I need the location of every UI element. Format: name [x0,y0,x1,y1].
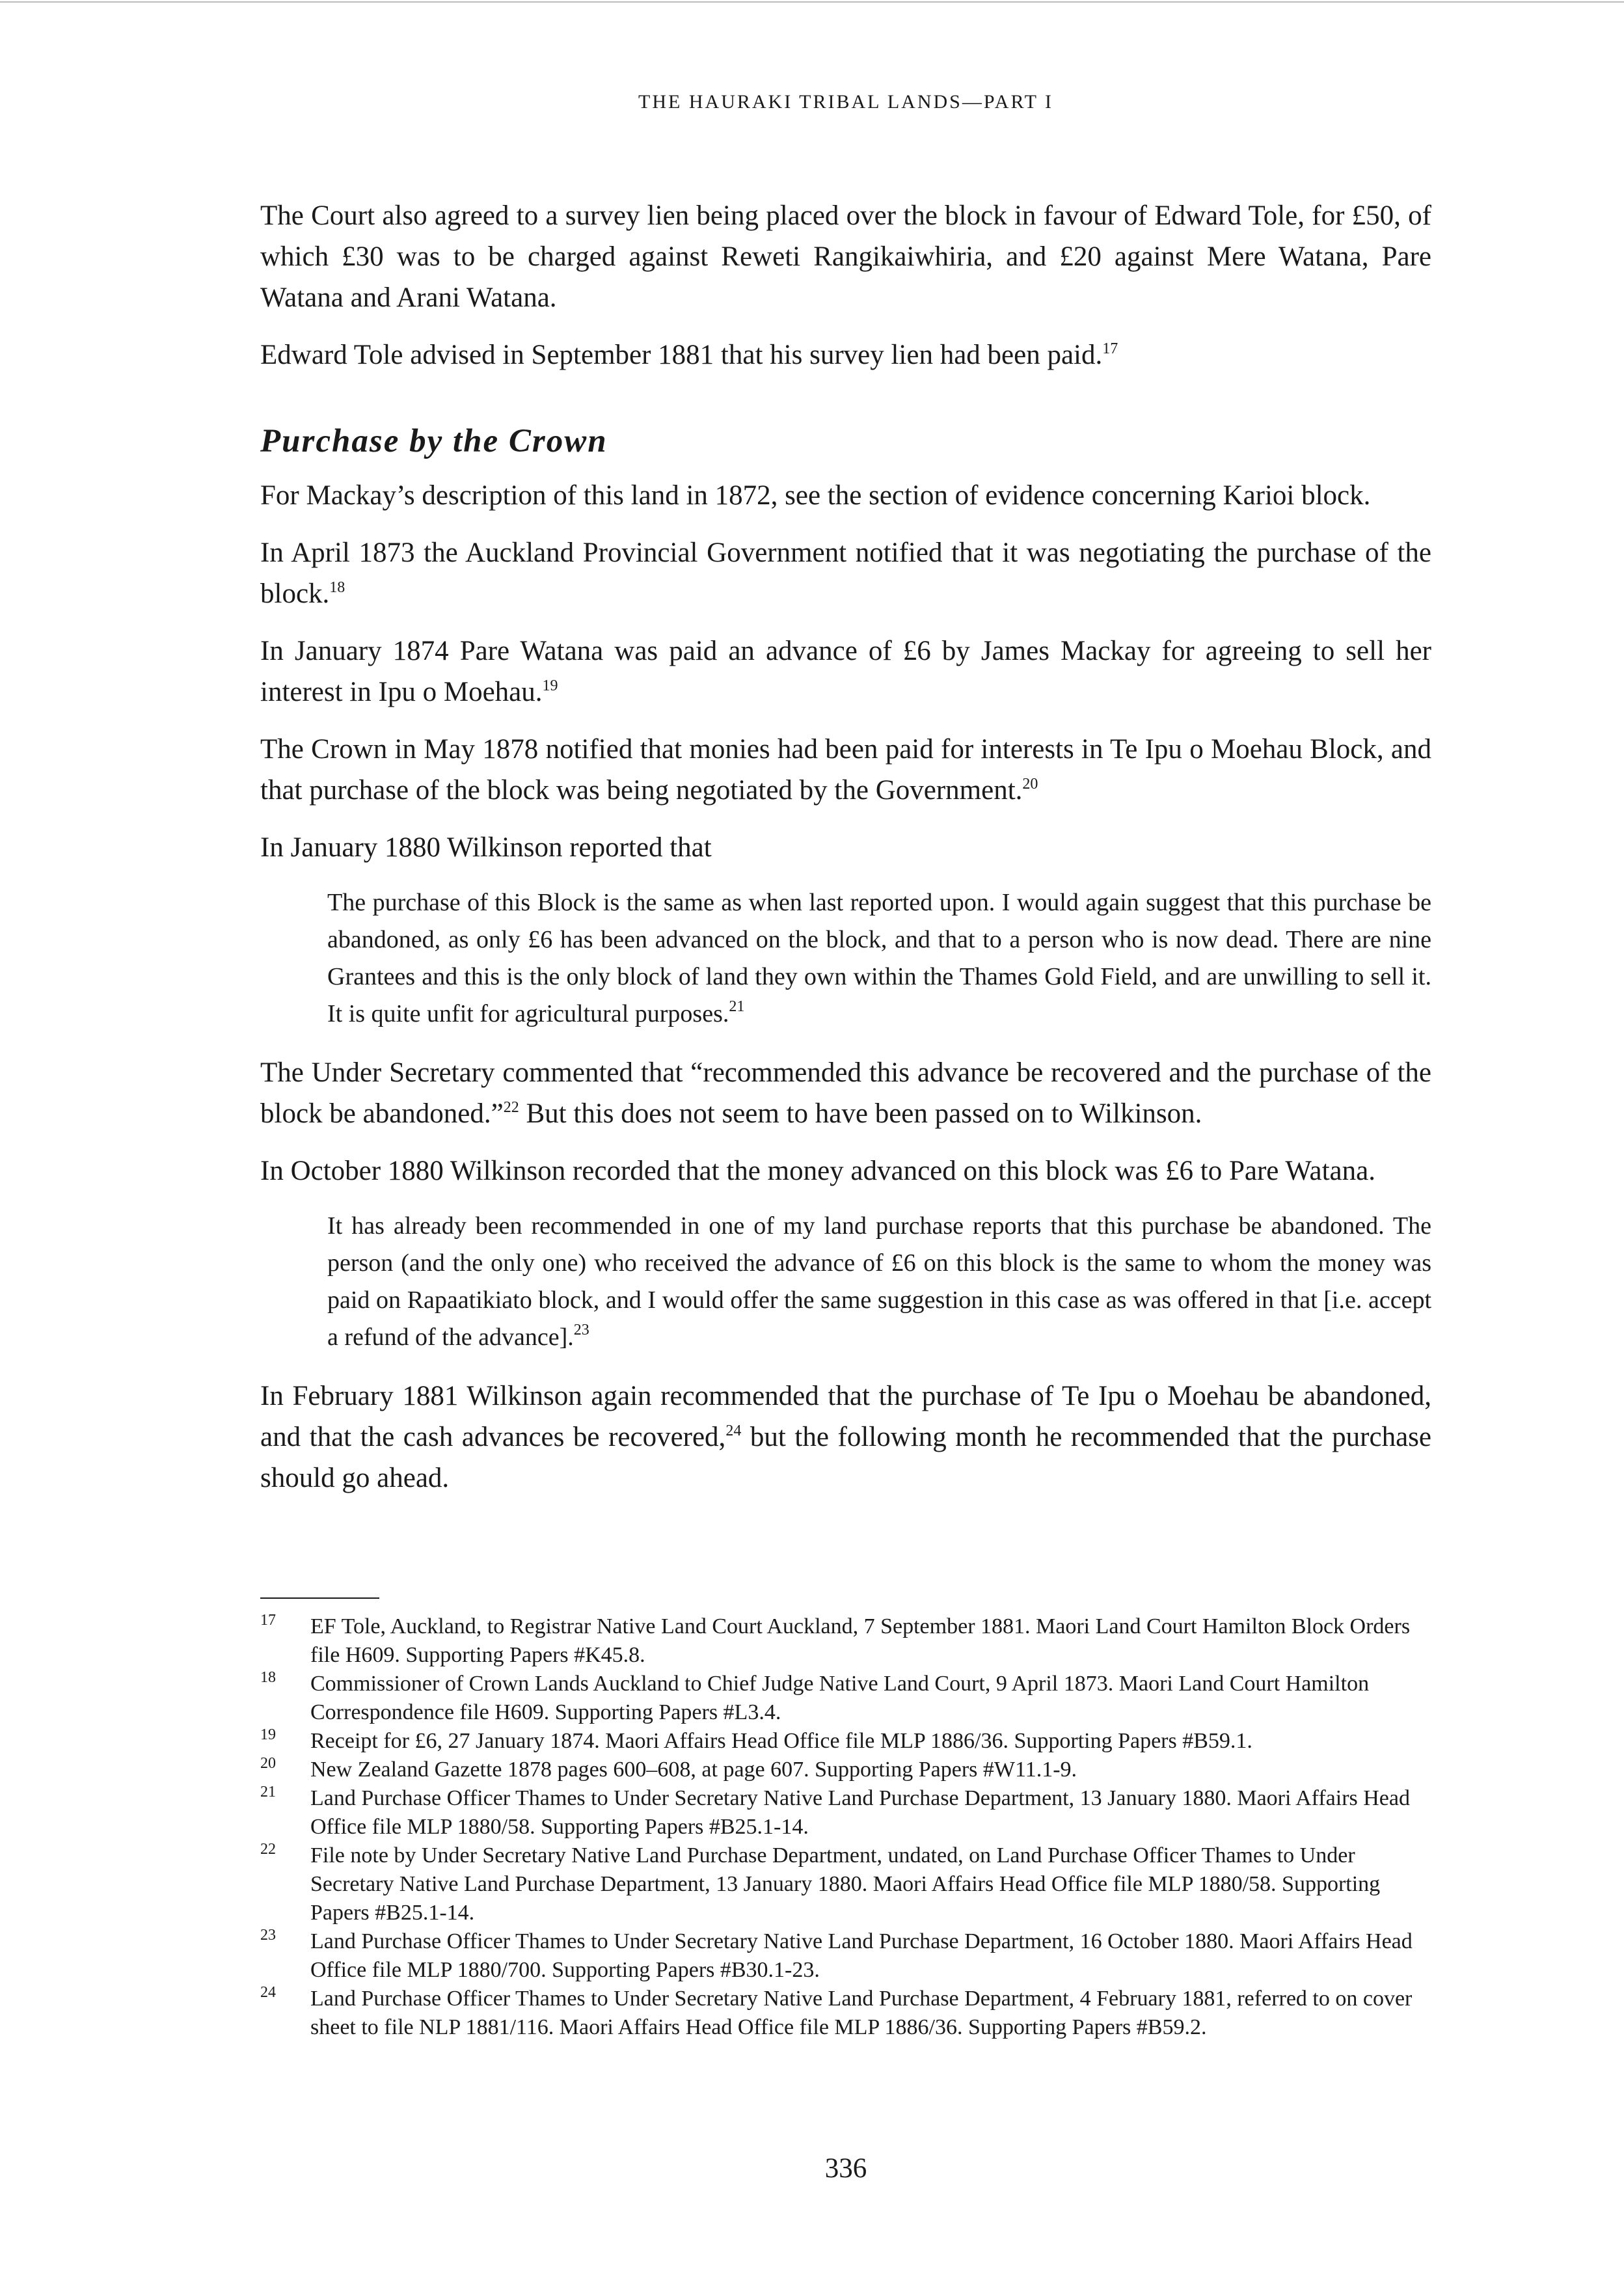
paragraph-text: but the following month he recommended that the purchase should go ahead. [260,1422,1431,1493]
footnote-number: 18 [260,1669,276,1686]
paragraph-mackay [260,475,1431,516]
running-head: THE HAURAKI TRIBAL LANDS—PART I [638,91,1053,113]
footnote-number: 17 [260,1612,276,1629]
footnote [260,1927,1431,1985]
block-quote [327,884,1431,1033]
footnote-text: EF Tole, Auckland, to Registrar Native Land Court Auckland, 7 September 1881. Maori Land Court Hamilton Block Orders file H609. Supporting Papers #K45.8. [310,1614,1411,1667]
paragraph-text: In April 1873 the Auckland Provincial Government notified that it was negotiating the purchase of the block. [260,537,1431,609]
footnote-ref: 19 [542,677,558,694]
paragraph-text: In October 1880 Wilkinson recorded that the money advanced on this block was £6 to Pare Watana. [260,1156,1375,1186]
paragraph-text: The Court also agreed to a survey lien being placed over the block in favour of Edward Tole, for £50, of which £30 was to be charged against Reweti Rangikaiwhiria, and £20 against Mere Watana, Pare Watana and Arani Watana. [260,200,1431,313]
paragraph-text: In February 1881 Wilkinson again recommended that the purchase of Te Ipu o Moehau be abandoned, and that the cash advances be recovered, [260,1381,1431,1452]
footnote-text: Land Purchase Officer Thames to Under Secretary Native Land Purchase Department, 13 January 1880. Maori Affairs Head Office file MLP 1880/58. Supporting Papers #B25.1-14. [310,1786,1410,1839]
paragraph-text: The Under Secretary commented that “recommended this advance be recovered and the purchase of the block be abandoned.” [260,1057,1431,1129]
paragraph-january-1874 [260,631,1431,713]
paragraph-october-1880 [260,1150,1431,1191]
block-quote [327,1208,1431,1356]
quote-text: It has already been recommended in one of my land purchase reports that this purchase be abandoned. The person (and the only one) who received the advance of £6 on this block is the same to whom the money was paid on Rapaatikiato block, and I would offer the same suggestion in this case as was offered in that [i.e. accept a refund of the advance]. [327,1212,1431,1351]
paragraph-february-1881 [260,1376,1431,1499]
section-heading: Purchase by the Crown [260,423,608,459]
paragraph-april-1873 [260,532,1431,614]
paragraph-text: The Crown in May 1878 notified that monies had been paid for interests in Te Ipu o Moehau Block, and that purchase of the block was being negotiated by the Government. [260,734,1431,806]
page-number: 336 [824,2153,867,2184]
paragraph-lien-paid [260,334,1431,375]
footnote-text: New Zealand Gazette 1878 pages 600–608, at page 607. Supporting Papers #W11.1-9. [310,1758,1077,1782]
footnote-ref: 17 [1102,340,1118,357]
footnote [260,1670,1431,1727]
footnote-number: 24 [260,1984,276,2001]
quote-text: The purchase of this Block is the same as when last reported upon. I would again suggest that this purchase be abandoned, as only £6 has been advanced on the block, and that to a person who is now dead. There are nine Grantees and this is the only block of land they own within the Thames Gold Field, and are unwilling to sell it. It is quite unfit for agricultural purposes. [327,889,1431,1027]
footnote-number: 20 [260,1755,276,1772]
footnote [260,1727,1431,1756]
footnote-text: Land Purchase Officer Thames to Under Secretary Native Land Purchase Department, 16 October 1880. Maori Affairs Head Office file MLP 1880/700. Supporting Papers #B30.1-23. [310,1929,1413,1982]
top-border [0,1,1624,3]
body-text [260,195,1431,1515]
footnote-text: Land Purchase Officer Thames to Under Secretary Native Land Purchase Department, 4 February 1881, referred to on cover sheet to file NLP 1881/116. Maori Affairs Head Office file MLP 1886/36. Supporting Papers #B59.2. [310,1987,1413,2039]
paragraph-may-1878 [260,729,1431,811]
footnote [260,1841,1431,1927]
paragraph-text: Edward Tole advised in September 1881 that his survey lien had been paid. [260,340,1103,370]
footnote [260,1985,1431,2042]
footnote-ref: 23 [573,1322,589,1338]
footnote-divider [260,1597,379,1599]
footnote-text: Receipt for £6, 27 January 1874. Maori Affairs Head Office file MLP 1886/36. Supporting Papers #B59.1. [310,1729,1252,1753]
footnote [260,1756,1431,1784]
footnote-number: 23 [260,1927,276,1944]
footnote-text: Commissioner of Crown Lands Auckland to Chief Judge Native Land Court, 9 April 1873. Maori Land Court Hamilton Correspondence file H609. Supporting Papers #L3.4. [310,1672,1370,1724]
footnote-ref: 20 [1022,776,1038,793]
footnote-number: 19 [260,1726,276,1743]
footnote-ref: 21 [729,998,745,1015]
footnote [260,1784,1431,1841]
paragraph-january-1880 [260,827,1431,868]
footnote-ref: 22 [503,1099,519,1116]
paragraph-text: In January 1874 Pare Watana was paid an advance of £6 by James Mackay for agreeing to sell her interest in Ipu o Moehau. [260,636,1431,707]
footnote-ref: 24 [725,1422,742,1439]
paragraph-survey-lien [260,195,1431,318]
footnote-number: 22 [260,1841,276,1858]
footnote-ref: 18 [329,579,345,596]
footnote-text: File note by Under Secretary Native Land Purchase Department, undated, on Land Purchase Officer Thames to Under Secretary Native Land Purchase Department, 13 January 1880. Maori Affairs Head Office file MLP 1880/58. Supporting Papers #B25.1-14. [310,1843,1381,1925]
paragraph-text: But this does not seem to have been passed on to Wilkinson. [519,1098,1202,1129]
paragraph-text: For Mackay’s description of this land in 1872, see the section of evidence concerning Karioi block. [260,480,1371,511]
footnote [260,1612,1431,1670]
footnotes [260,1612,1431,2042]
paragraph-text: In January 1880 Wilkinson reported that [260,832,712,863]
paragraph-under-secretary [260,1052,1431,1134]
footnote-number: 21 [260,1784,276,1800]
